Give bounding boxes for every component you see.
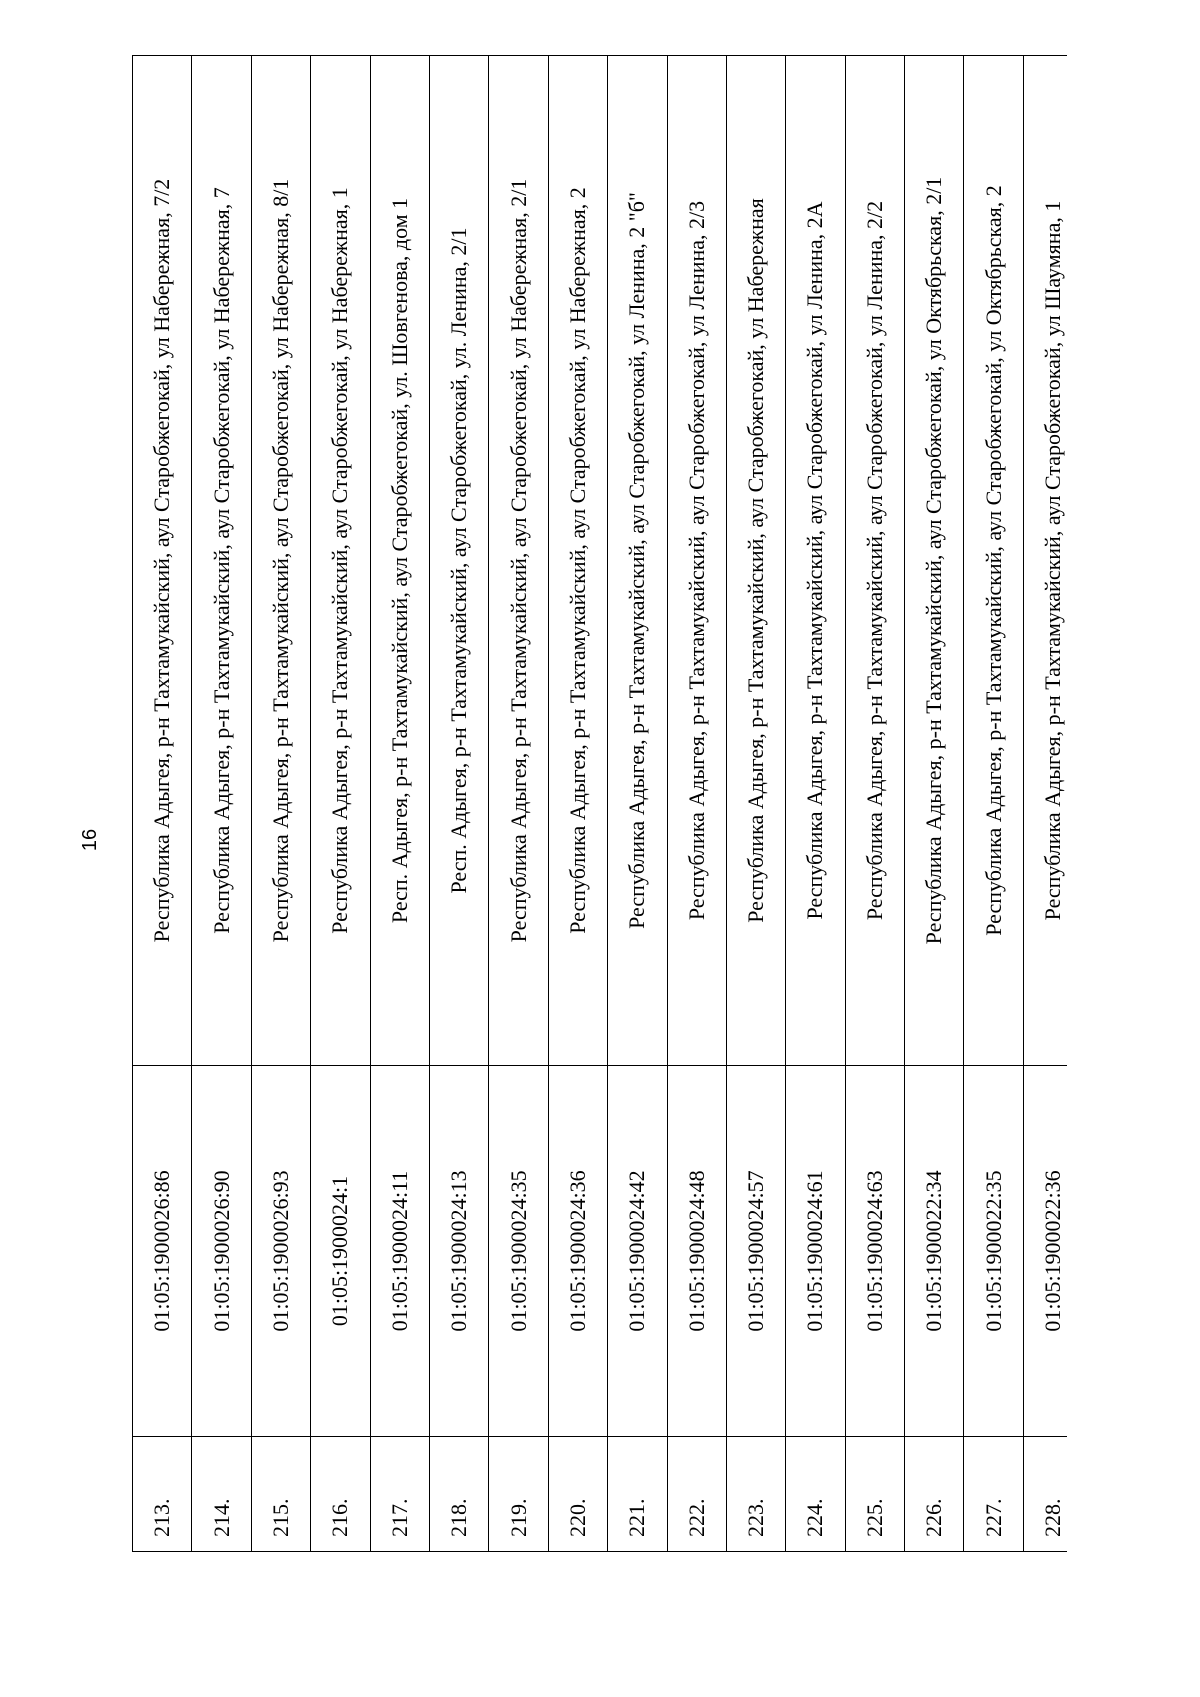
- table-row: [608, 56, 667, 1552]
- row-number-cell: 216.: [311, 1437, 370, 1552]
- table-row: [311, 56, 370, 1552]
- table-row: [905, 56, 964, 1552]
- address-cell: Республика Адыгея, р-н Тахтамукайский, аул Старобжегокай, ул Ленина, 2 "б": [608, 56, 667, 1066]
- parcel-table: [132, 55, 1067, 1552]
- table-row: [192, 56, 251, 1552]
- row-number-cell: 213.: [133, 1437, 192, 1552]
- cadastral-number-cell: 01:05:1900024:48: [667, 1066, 726, 1437]
- table-row: [489, 56, 548, 1552]
- rotated-table-container: [132, 55, 1067, 1552]
- cadastral-number-cell: 01:05:1900024:13: [429, 1066, 488, 1437]
- table-row: [370, 56, 429, 1552]
- cadastral-number-cell: 01:05:1900024:11: [370, 1066, 429, 1437]
- address-cell: Республика Адыгея, р-н Тахтамукайский, аул Старобжегокай, ул Набережная, 2: [548, 56, 607, 1066]
- address-cell: Республика Адыгея, р-н Тахтамукайский, аул Старобжегокай, ул Набережная, 8/1: [251, 56, 310, 1066]
- table-row: [845, 56, 904, 1552]
- table-row: [667, 56, 726, 1552]
- row-number-cell: 224.: [786, 1437, 845, 1552]
- row-number-cell: 215.: [251, 1437, 310, 1552]
- address-cell: Республика Адыгея, р-н Тахтамукайский, аул Старобжегокай, ул Шаумяна, 1: [1023, 56, 1067, 1066]
- table-row: [133, 56, 192, 1552]
- row-number-cell: 217.: [370, 1437, 429, 1552]
- address-cell: Республика Адыгея, р-н Тахтамукайский, аул Старобжегокай, ул Ленина, 2А: [786, 56, 845, 1066]
- document-table-area: [132, 55, 1067, 1552]
- cadastral-number-cell: 01:05:1900024:42: [608, 1066, 667, 1437]
- cadastral-number-cell: 01:05:1900024:63: [845, 1066, 904, 1437]
- page-number: 16: [78, 828, 101, 852]
- row-number-cell: 219.: [489, 1437, 548, 1552]
- row-number-cell: 226.: [905, 1437, 964, 1552]
- table-row: [1023, 56, 1067, 1552]
- cadastral-number-cell: 01:05:1900024:36: [548, 1066, 607, 1437]
- row-number-cell: 227.: [964, 1437, 1023, 1552]
- row-number-cell: 221.: [608, 1437, 667, 1552]
- row-number-cell: 228.: [1023, 1437, 1067, 1552]
- cadastral-number-cell: 01:05:1900024:57: [726, 1066, 785, 1437]
- cadastral-number-cell: 01:05:1900024:61: [786, 1066, 845, 1437]
- row-number-cell: 222.: [667, 1437, 726, 1552]
- row-number-cell: 218.: [429, 1437, 488, 1552]
- address-cell: Респ. Адыгея, р-н Тахтамукайский, аул Старобжегокай, ул. Ленина, 2/1: [429, 56, 488, 1066]
- address-cell: Республика Адыгея, р-н Тахтамукайский, аул Старобжегокай, ул Набережная, 1: [311, 56, 370, 1066]
- cadastral-number-cell: 01:05:1900022:35: [964, 1066, 1023, 1437]
- cadastral-number-cell: 01:05:1900026:93: [251, 1066, 310, 1437]
- address-cell: Республика Адыгея, р-н Тахтамукайский, аул Старобжегокай, ул Набережная, 7: [192, 56, 251, 1066]
- cadastral-number-cell: 01:05:1900026:90: [192, 1066, 251, 1437]
- parcel-table-body: [133, 56, 1068, 1552]
- address-cell: Республика Адыгея, р-н Тахтамукайский, аул Старобжегокай, ул Октябрьская, 2: [964, 56, 1023, 1066]
- cadastral-number-cell: 01:05:1900026:86: [133, 1066, 192, 1437]
- address-cell: Республика Адыгея, р-н Тахтамукайский, аул Старобжегокай, ул Октябрьская, 2/1: [905, 56, 964, 1066]
- row-number-cell: 225.: [845, 1437, 904, 1552]
- row-number-cell: 220.: [548, 1437, 607, 1552]
- cadastral-number-cell: 01:05:1900022:34: [905, 1066, 964, 1437]
- cadastral-number-cell: 01:05:1900024:1: [311, 1066, 370, 1437]
- address-cell: Республика Адыгея, р-н Тахтамукайский, аул Старобжегокай, ул Набережная, 2/1: [489, 56, 548, 1066]
- table-row: [964, 56, 1023, 1552]
- cadastral-number-cell: 01:05:1900024:35: [489, 1066, 548, 1437]
- cadastral-number-cell: 01:05:1900022:36: [1023, 1066, 1067, 1437]
- address-cell: Респ. Адыгея, р-н Тахтамукайский, аул Старобжегокай, ул. Шовгенова, дом 1: [370, 56, 429, 1066]
- row-number-cell: 223.: [726, 1437, 785, 1552]
- address-cell: Республика Адыгея, р-н Тахтамукайский, аул Старобжегокай, ул Ленина, 2/3: [667, 56, 726, 1066]
- table-row: [251, 56, 310, 1552]
- table-row: [726, 56, 785, 1552]
- address-cell: Республика Адыгея, р-н Тахтамукайский, аул Старобжегокай, ул Ленина, 2/2: [845, 56, 904, 1066]
- table-row: [548, 56, 607, 1552]
- row-number-cell: 214.: [192, 1437, 251, 1552]
- table-row: [429, 56, 488, 1552]
- address-cell: Республика Адыгея, р-н Тахтамукайский, аул Старобжегокай, ул Набережная, 7/2: [133, 56, 192, 1066]
- address-cell: Республика Адыгея, р-н Тахтамукайский, аул Старобжегокай, ул Набережная: [726, 56, 785, 1066]
- table-row: [786, 56, 845, 1552]
